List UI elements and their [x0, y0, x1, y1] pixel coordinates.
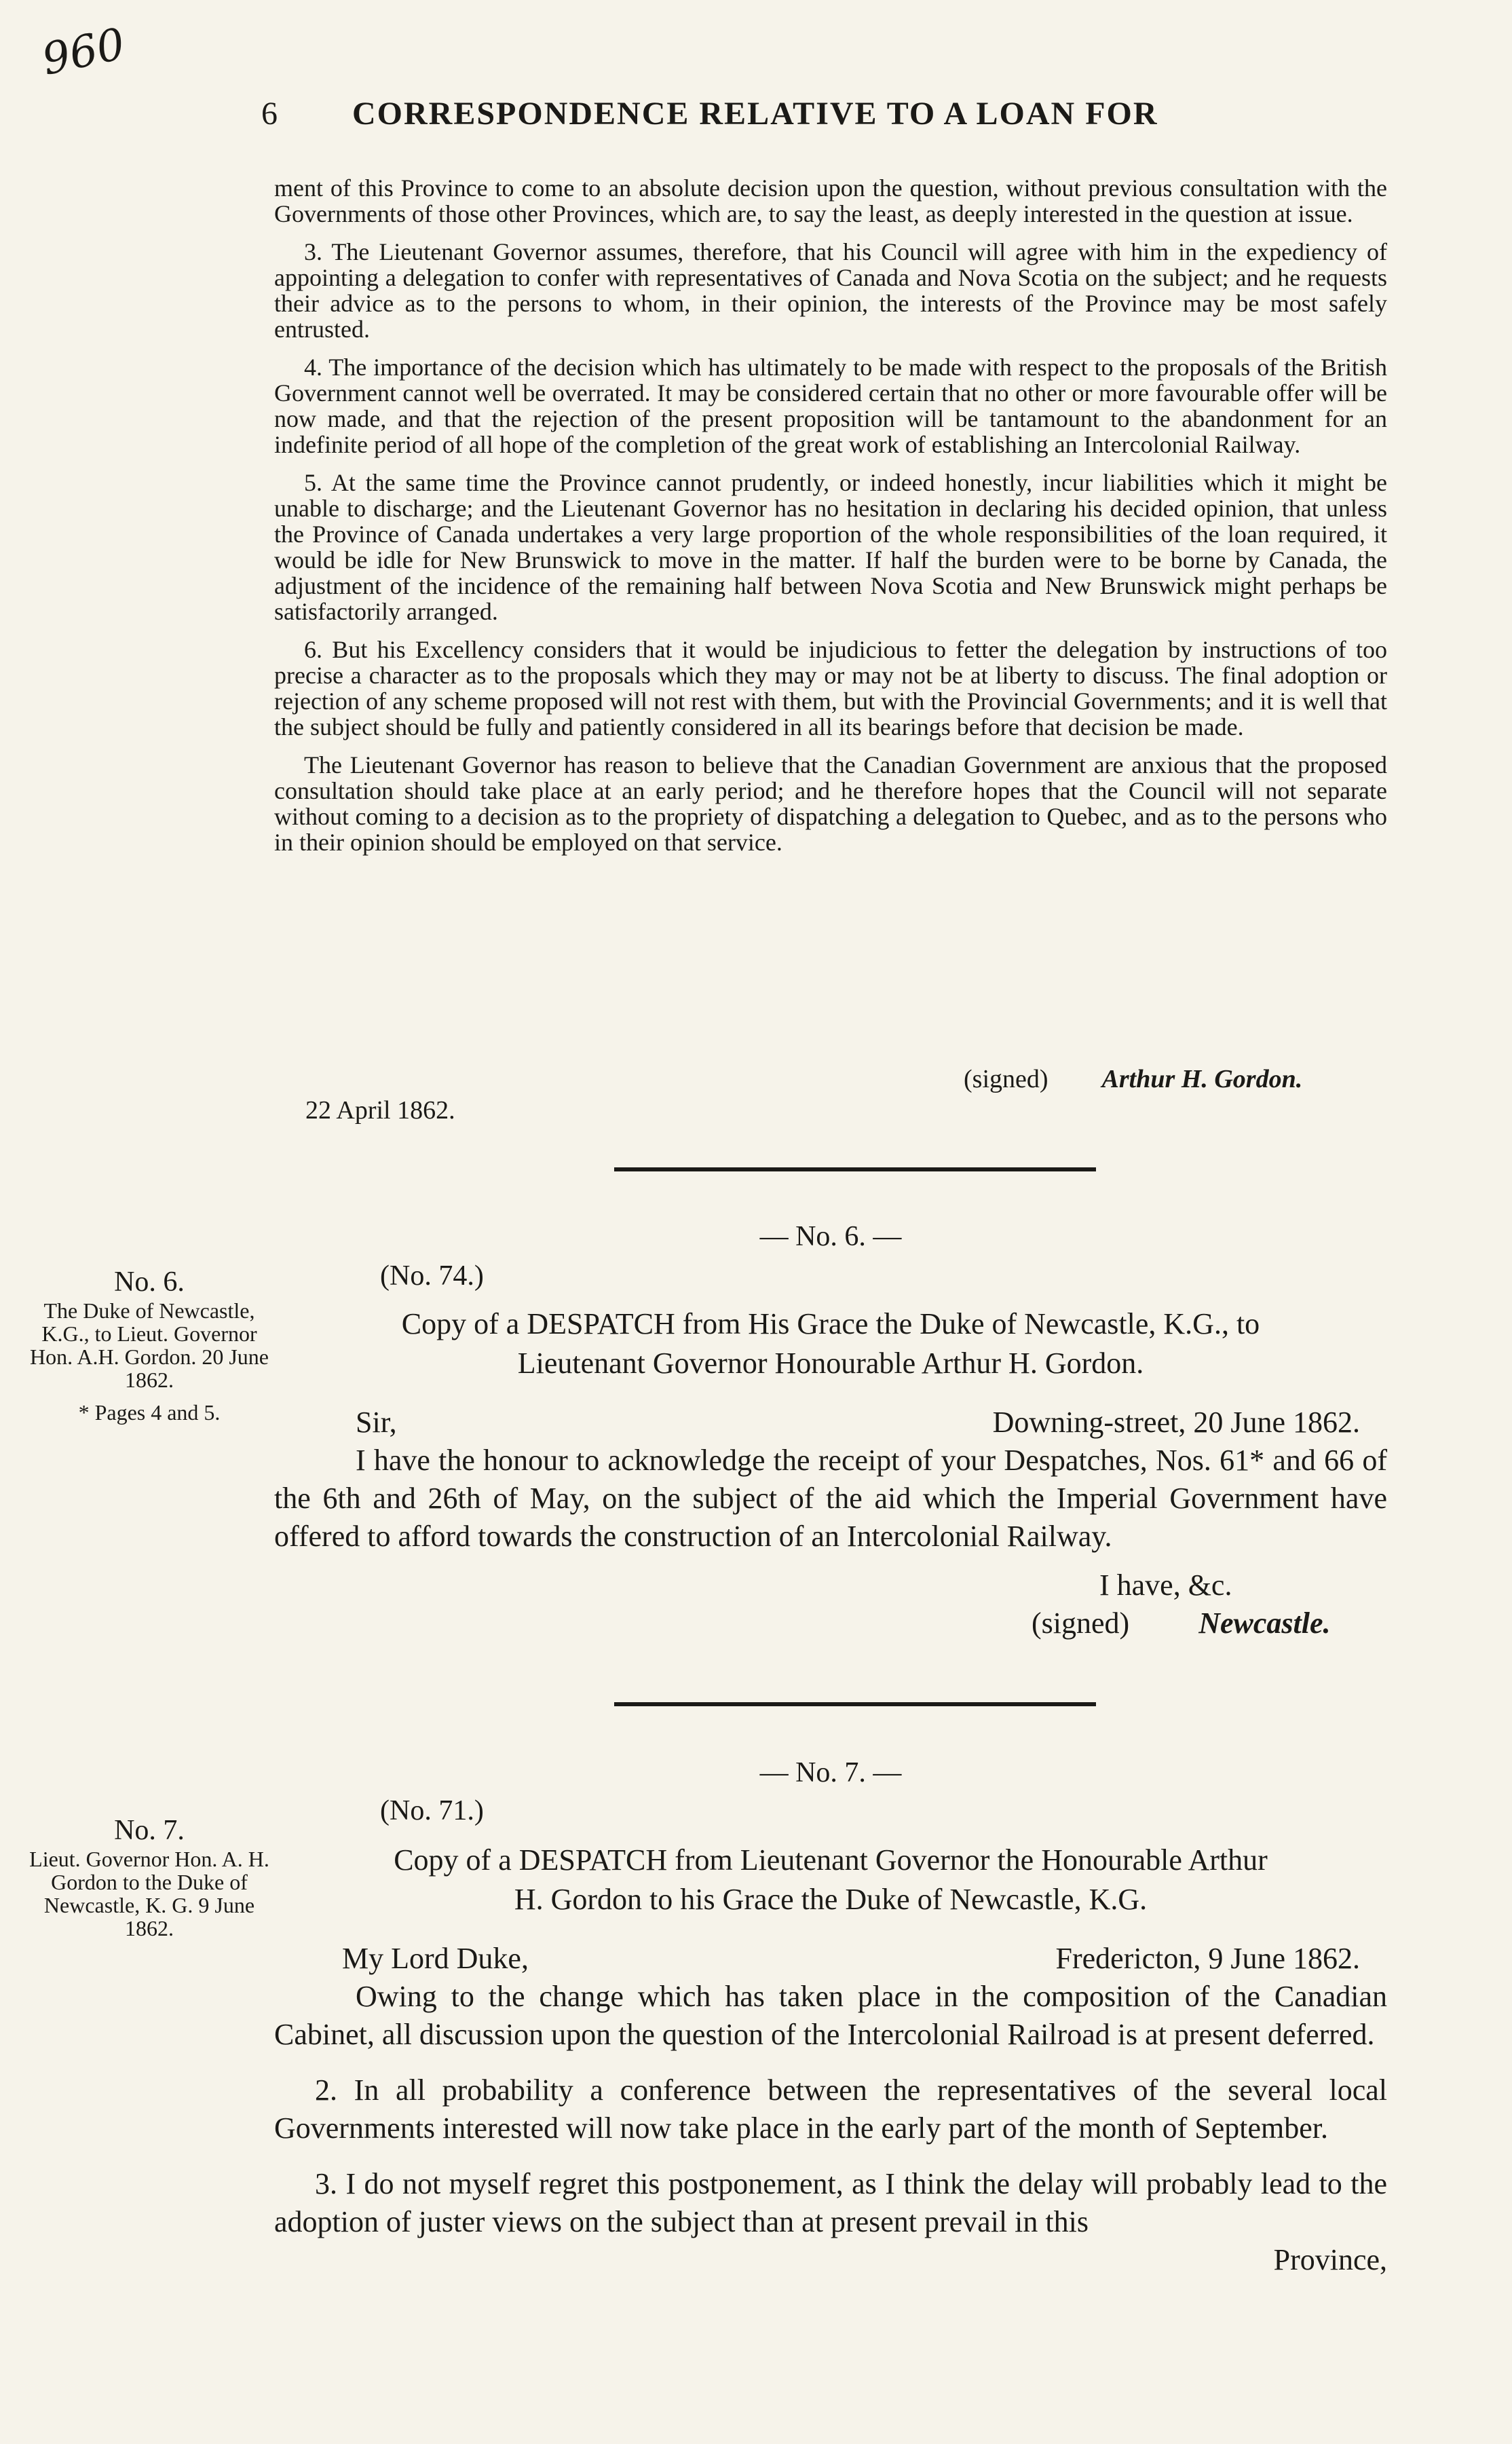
handwritten-page-number: 960: [37, 19, 130, 86]
despatch-title-no7: [274, 1841, 1387, 1919]
catchword: Province,: [1273, 2243, 1387, 2276]
section-heading-no6: — No. 6. —: [759, 1221, 902, 1252]
section-heading-no7: — No. 7. —: [759, 1757, 902, 1788]
title-line: Copy of a DESPATCH from His Grace the Duke of Newcastle, K.G., to: [401, 1307, 1260, 1340]
paragraph: 2. In all probability a conference between the representatives of the several local Governments interested will now take place in the early part of the month of September.: [274, 2073, 1387, 2145]
salutation: Sir,: [356, 1406, 397, 1439]
title-line: Lieutenant Governor Honourable Arthur H. Gordon.: [517, 1347, 1144, 1380]
margin-number: No. 7.: [114, 1815, 185, 1846]
margin-description: Lieut. Governor Hon. A. H. Gordon to the Duke of Newcastle, K. G. 9 June 1862.: [29, 1847, 269, 1940]
signature-line: [964, 1064, 1302, 1094]
previous-despatch-body: [274, 175, 1387, 867]
paragraph: 6. But his Excellency considers that it would be injudicious to fetter the delegation by instructions of too precise a character as to the proposals which they may or may not be at liberty to discuss. The final adoption or rejection of any scheme proposed will not rest with them, but with the Provincial Governments; and it is well that the subject should be fully and patiently considered in all its bearings before that decision be made.: [274, 636, 1387, 740]
closing: I have, &c.: [1099, 1568, 1232, 1602]
letter-date: 22 April 1862.: [305, 1096, 455, 1125]
margin-note-no6: [27, 1266, 271, 1425]
margin-footnote: * Pages 4 and 5.: [78, 1400, 221, 1425]
signed-label: (signed): [964, 1065, 1048, 1093]
signature: Arthur H. Gordon.: [1101, 1065, 1303, 1093]
despatch-body-no7: [274, 1940, 1387, 2279]
despatch-number: (No. 71.): [380, 1795, 484, 1826]
title-line: H. Gordon to his Grace the Duke of Newcastle, K.G.: [514, 1883, 1148, 1916]
place-date: Fredericton, 9 June 1862.: [1055, 1942, 1360, 1975]
signature: Newcastle.: [1198, 1606, 1331, 1640]
salutation: My Lord Duke,: [342, 1942, 529, 1975]
despatch-body-no6: [274, 1404, 1387, 1573]
paragraph: 5. At the same time the Province cannot prudently, or indeed honestly, incur liabilities which it might be unable to discharge; and the Lieutenant Governor has no hesitation in declaring his decided opinion, that unless the Province of Canada undertakes a very large proportion of the whole responsibilities of the loan required, it would be idle for New Brunswick to move in the matter. If half the burden were to be borne by Canada, the adjustment of the incidence of the remaining half between Nova Scotia and New Brunswick might perhaps be satisfactorily arranged.: [274, 469, 1387, 625]
despatch-number: (No. 74.): [380, 1260, 484, 1292]
margin-number: No. 6.: [114, 1266, 185, 1298]
section-divider: [614, 1167, 1096, 1171]
margin-note-no7: [27, 1815, 271, 1940]
running-title: CORRESPONDENCE RELATIVE TO A LOAN FOR: [352, 96, 1158, 132]
paragraph: I have the honour to acknowledge the receipt of your Despatches, Nos. 61* and 66 of the 6th and 26th of May, on the subject of the aid which the Imperial Government have offered to afford towards the construction of an Intercolonial Railway.: [274, 1444, 1387, 1553]
place-date: Downing-street, 20 June 1862.: [992, 1406, 1360, 1439]
despatch-title-no6: [274, 1304, 1387, 1383]
running-header: [261, 95, 1320, 132]
paragraph: 3. I do not myself regret this postponement, as I think the delay will probably lead to the adoption of juster views on the subject than at present prevail in this: [274, 2167, 1387, 2238]
paragraph: Owing to the change which has taken place in the composition of the Canadian Cabinet, all discussion upon the question of the Intercolonial Railroad is at present deferred.: [274, 1980, 1387, 2051]
signature-line: [1032, 1606, 1330, 1640]
title-line: Copy of a DESPATCH from Lieutenant Governor the Honourable Arthur: [394, 1843, 1268, 1877]
section-divider: [614, 1702, 1096, 1706]
page-number: 6: [261, 96, 279, 132]
paragraph: 3. The Lieutenant Governor assumes, therefore, that his Council will agree with him in the expediency of appointing a delegation to confer with representatives of Canada and Nova Scotia on the subject; and he requests their advice as to the persons to whom, in their opinion, the interests of the Province may be most safely entrusted.: [274, 238, 1387, 343]
paragraph: ment of this Province to come to an absolute decision upon the question, without previous consultation with the Governments of those other Provinces, which are, to say the least, as deeply interested in the question at issue.: [274, 174, 1387, 227]
signed-label: (signed): [1032, 1606, 1130, 1640]
margin-description: The Duke of Newcastle, K.G., to Lieut. Governor Hon. A.H. Gordon. 20 June 1862.: [30, 1298, 269, 1392]
paragraph: The Lieutenant Governor has reason to believe that the Canadian Government are anxious that the proposed consultation should take place at an early period; and he therefore hopes that the Council will not separate without coming to a decision as to the propriety of dispatching a delegation to Quebec, and as to the persons who in their opinion should be employed on that service.: [274, 751, 1387, 856]
paragraph: 4. The importance of the decision which has ultimately to be made with respect to the proposals of the British Government cannot well be overrated. It may be considered certain that no other or more favourable offer will be now made, and that the rejection of the present proposition will be tantamount to the abandonment for an indefinite period of all hope of the completion of the great work of establishing an Intercolonial Railway.: [274, 354, 1387, 458]
